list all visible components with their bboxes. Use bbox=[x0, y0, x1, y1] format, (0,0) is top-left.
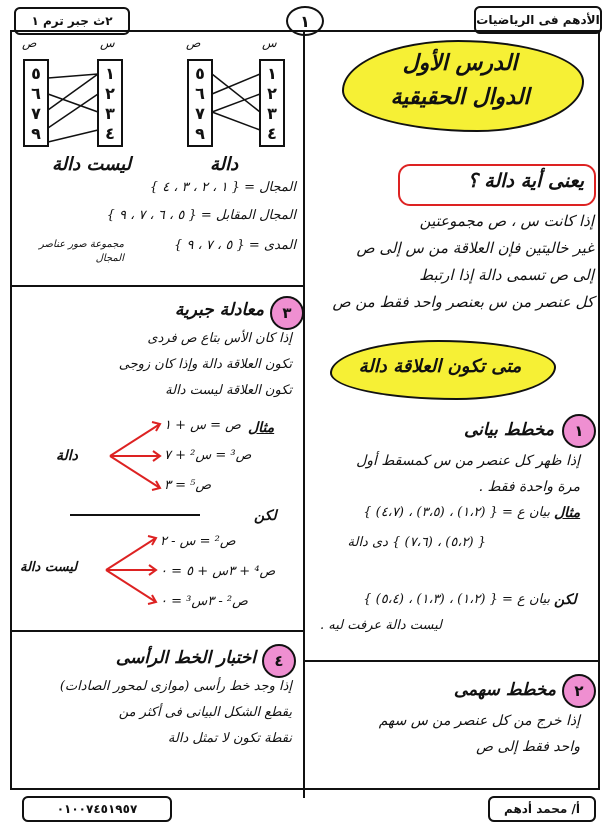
definition-text bbox=[312, 208, 594, 316]
section-1-line: مرة واحدة فقط . bbox=[478, 479, 580, 495]
codomain-line: المجال المقابل = { ٥ ، ٦ ، ٧ ، ٩ } bbox=[106, 208, 296, 223]
eq-3: ص⁵ = ٣ bbox=[164, 478, 212, 493]
page-number: ١ bbox=[300, 11, 310, 31]
frame-right bbox=[598, 30, 600, 790]
mapping1-x-label: س bbox=[100, 36, 115, 50]
section-3-title: معادلة جبرية bbox=[174, 300, 264, 320]
section-number-1: ١ bbox=[562, 414, 596, 448]
section-number-4: ٤ bbox=[262, 644, 296, 678]
footer-phone-badge bbox=[22, 796, 172, 822]
section-3-text bbox=[16, 326, 292, 404]
label-not-function: ليست دالة bbox=[52, 154, 132, 175]
eq-2: ص³ = س² + ٧ bbox=[164, 448, 252, 463]
section-1-text bbox=[310, 448, 580, 500]
eq-4: ص² = س - ٢ bbox=[160, 534, 236, 549]
definition-line: غير خاليتين فإن العلاقة من س إلى ص bbox=[356, 239, 594, 257]
section-2-line: إذا خرج من كل عنصر من س سهم bbox=[378, 713, 580, 729]
section-1-example-line1: بيان ع = { (١،٢) ، (٣،٥) ، (٤،٧) } bbox=[363, 505, 550, 520]
section-3-separator bbox=[70, 514, 200, 516]
section-4-line: نقطة تكون لا تمثل دالة bbox=[167, 731, 292, 746]
left-divider-1 bbox=[10, 285, 305, 287]
mapping2-x-values: ١ ٢ ٣ ٤ bbox=[267, 64, 277, 143]
mapping1-y-label: ص bbox=[22, 36, 37, 50]
section-2-text bbox=[310, 708, 580, 760]
footer-author: أ/ محمد أدهم bbox=[504, 802, 580, 816]
frame-bottom bbox=[10, 788, 600, 790]
section-1-counter-line2: ليست دالة عرفت ليه . bbox=[319, 618, 442, 633]
section-3-example-label: مثال bbox=[248, 420, 275, 436]
mapping2-x-label: س bbox=[262, 36, 277, 50]
definition-line: كل عنصر من س بعنصر واحد فقط من ص bbox=[332, 293, 594, 311]
domain-line: المجال = { ١ ، ٢ ، ٣ ، ٤ } bbox=[149, 180, 296, 195]
lesson-title-line2: الدوال الحقيقية bbox=[390, 84, 530, 110]
right-divider-1 bbox=[305, 660, 600, 662]
section-4-text bbox=[16, 674, 292, 752]
mapping1-x-values: ١ ٢ ٣ ٤ bbox=[105, 64, 115, 143]
section-1-title: مخطط بيانى bbox=[463, 420, 554, 440]
header-brand-text: الأدهم فى الرياضيات bbox=[476, 13, 600, 27]
section-3-counter-label: لكن bbox=[254, 508, 277, 524]
mapping2-y-label: ص bbox=[186, 36, 201, 50]
mapping2-y-values: ٥ ٦ ٧ ٩ bbox=[195, 64, 205, 143]
eq-6: ص² - ٣س³ = ٠ bbox=[160, 594, 248, 609]
eq-5: ص⁴ + ٣س + ٥ = ٠ bbox=[160, 564, 276, 579]
header-subject-text: ٢ث جبر ترم ١ bbox=[31, 14, 113, 28]
section-1-example-label: مثال bbox=[554, 505, 581, 521]
section-4-line: يقطع الشكل البيانى فى أكثر من bbox=[118, 705, 292, 720]
section-3-line: إذا كان الأس بتاع ص فردى bbox=[147, 331, 292, 346]
footer-phone: ٠١٠٠٧٤٥١٩٥٧ bbox=[56, 802, 138, 816]
section-4-title: اختبار الخط الرأسى bbox=[115, 648, 256, 668]
section-2-line: واحد فقط إلى ص bbox=[476, 739, 580, 755]
section-1-example-line2: { (٥،٢) ، (٧،٦) } دى دالة bbox=[347, 535, 486, 550]
section-number-2: ٢ bbox=[562, 674, 596, 708]
section-1-counter-line1: بيان ع = { (١،٢) ، (١،٣) ، (٥،٤) } bbox=[363, 592, 550, 607]
definition-line: إلى ص تسمى دالة إذا ارتبط bbox=[419, 266, 594, 284]
section-2-title: مخطط سهمى bbox=[453, 680, 556, 700]
question-function: يعنى أية دالة ؟ bbox=[467, 170, 584, 192]
footer-author-badge bbox=[488, 796, 596, 822]
range-line: المدى = { ٥ ، ٧ ، ٩ } bbox=[174, 238, 296, 253]
section-4-line: إذا وجد خط رأسى (موازى لمحور الصادات) bbox=[59, 679, 292, 694]
range-note: مجموعة صور عناصر المجال bbox=[39, 239, 124, 264]
lesson-title-line1: الدرس الأول bbox=[402, 50, 518, 76]
section-3-line: تكون العلاقة ليست دالة bbox=[165, 383, 292, 398]
function-word: دالة bbox=[56, 448, 78, 464]
lesson-title bbox=[350, 46, 570, 114]
label-function: دالة bbox=[210, 154, 239, 175]
section-number-3: ٣ bbox=[270, 296, 304, 330]
mapping1-y-values: ٥ ٦ ٧ ٩ bbox=[31, 64, 41, 143]
when-function-heading: متى تكون العلاقة دالة bbox=[358, 356, 522, 377]
left-divider-2 bbox=[10, 630, 305, 632]
mapping-diagrams bbox=[12, 32, 302, 152]
section-1-line: إذا ظهر كل عنصر من س كمسقط أول bbox=[356, 453, 580, 469]
eq-1: ص = س + ١ bbox=[164, 418, 241, 433]
definition-line: إذا كانت س ، ص مجموعتين bbox=[419, 212, 594, 230]
section-1-counter-label: لكن bbox=[554, 592, 577, 608]
not-function-word: ليست دالة bbox=[20, 560, 78, 575]
section-3-line: تكون العلاقة دالة وإذا كان زوجى bbox=[118, 357, 292, 372]
column-divider bbox=[303, 30, 305, 798]
